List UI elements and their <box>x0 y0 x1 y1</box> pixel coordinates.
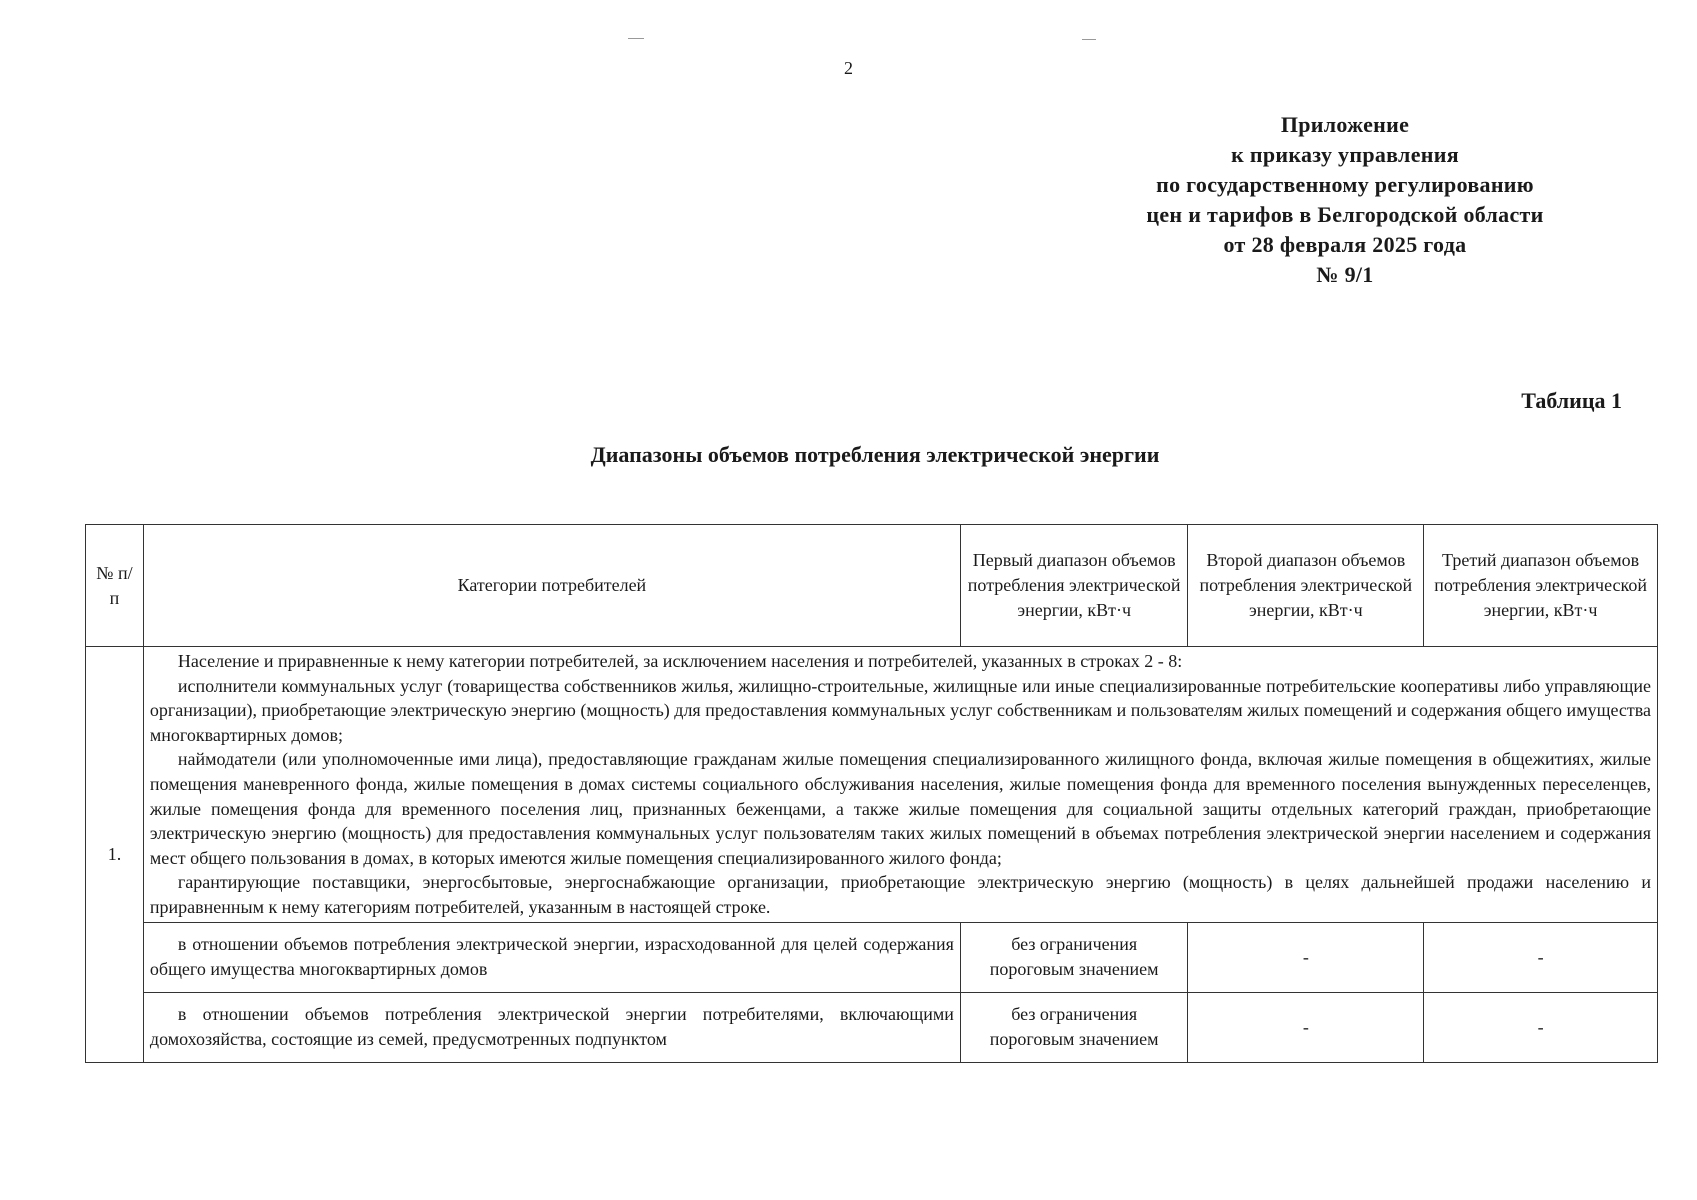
appendix-line-4: цен и тарифов в Белгородской области <box>1146 202 1544 227</box>
table-header-row <box>86 525 1658 647</box>
description-paragraph: гарантирующие поставщики, энергосбытовые, энергоснабжающие организации, приобретающие электрическую энергию (мощность) в целях дальнейшей продажи населению и приравненным к нему категориям потребителей, указанным в настоящей строке. <box>149 872 1651 917</box>
subrow-range-1: без ограничения пороговым значением <box>960 922 1188 992</box>
appendix-line-5: от 28 февраля 2025 года <box>1223 232 1467 257</box>
document-title: Диапазоны объемов потребления электрической энергии <box>590 442 1160 467</box>
subrow-text: в отношении объемов потребления электрической энергии, израсходованной для целей содержания общего имущества многоквартирных домов <box>149 934 954 980</box>
subrow-range-2: - <box>1188 992 1424 1062</box>
appendix-line-6: № 9/1 <box>1316 262 1374 287</box>
appendix-header <box>1085 110 1605 290</box>
description-paragraph: Население и приравненные к нему категории потребителей, за исключением населения и потребителей, указанных в строках 2 - 8: <box>177 651 1183 671</box>
subrow-range-1: без ограничения пороговым значением <box>960 992 1188 1062</box>
table-row-1-description <box>86 647 1658 923</box>
header-range-1: Первый диапазон объемов потребления электрической энергии, кВт·ч <box>960 525 1188 647</box>
header-range-3: Третий диапазон объемов потребления электрической энергии, кВт·ч <box>1424 525 1658 647</box>
scan-artifact-right <box>1082 39 1096 40</box>
row-number: 1. <box>86 647 144 1063</box>
table-subrow <box>86 922 1658 992</box>
subrow-text: в отношении объемов потребления электрической энергии потребителями, включающими домохозяйства, состоящие из семей, предусмотренных подпунктом <box>149 1004 954 1050</box>
subrow-category <box>143 992 960 1062</box>
appendix-line-2: к приказу управления <box>1231 142 1459 167</box>
consumption-ranges-table <box>85 524 1658 1063</box>
subrow-range-3: - <box>1424 992 1658 1062</box>
header-range-2: Второй диапазон объемов потребления электрической энергии, кВт·ч <box>1188 525 1424 647</box>
table-label: Таблица 1 <box>1521 388 1622 413</box>
description-paragraph: наймодатели (или уполномоченные ими лица), предоставляющие гражданам жилые помещения специализированного жилищного фонда, включая жилые помещения в общежитиях, жилые помещения маневренного фонда, жилые помещения в домах системы социального обслуживания населения, жилые помещения фонда для временного поселения вынужденных переселенцев, жилые помещения фонда для временного поселения лиц, признанных беженцами, а также жилые помещения для социальной защиты отдельных категорий граждан, приобретающие электрическую энергию (мощность) для предоставления коммунальных услуг пользователям таких жилых помещений в объемах потребления электрической энергии населением и содержания мест общего пользования в домах, в которых имеются жилые помещения специализированного жилого фонда; <box>149 749 1651 868</box>
appendix-line-3: по государственному регулированию <box>1156 172 1534 197</box>
header-number: № п/п <box>86 525 144 647</box>
description-paragraph: исполнители коммунальных услуг (товарищества собственников жилья, жилищно-строительные, жилищные или иные специализированные потребительские кооперативы либо управляющие организации), приобретающие электрическую энергию (мощность) для предоставления коммунальных услуг собственникам и пользователям жилых помещений и содержания общего имущества многоквартирных домов; <box>149 675 1651 745</box>
subrow-range-3: - <box>1424 922 1658 992</box>
appendix-line-1: Приложение <box>1280 112 1410 137</box>
page-number: 2 <box>844 58 853 78</box>
header-category: Категории потребителей <box>143 525 960 647</box>
subrow-category <box>143 922 960 992</box>
category-description <box>143 647 1657 923</box>
scan-artifact-left <box>628 38 644 39</box>
table-subrow <box>86 992 1658 1062</box>
subrow-range-2: - <box>1188 922 1424 992</box>
